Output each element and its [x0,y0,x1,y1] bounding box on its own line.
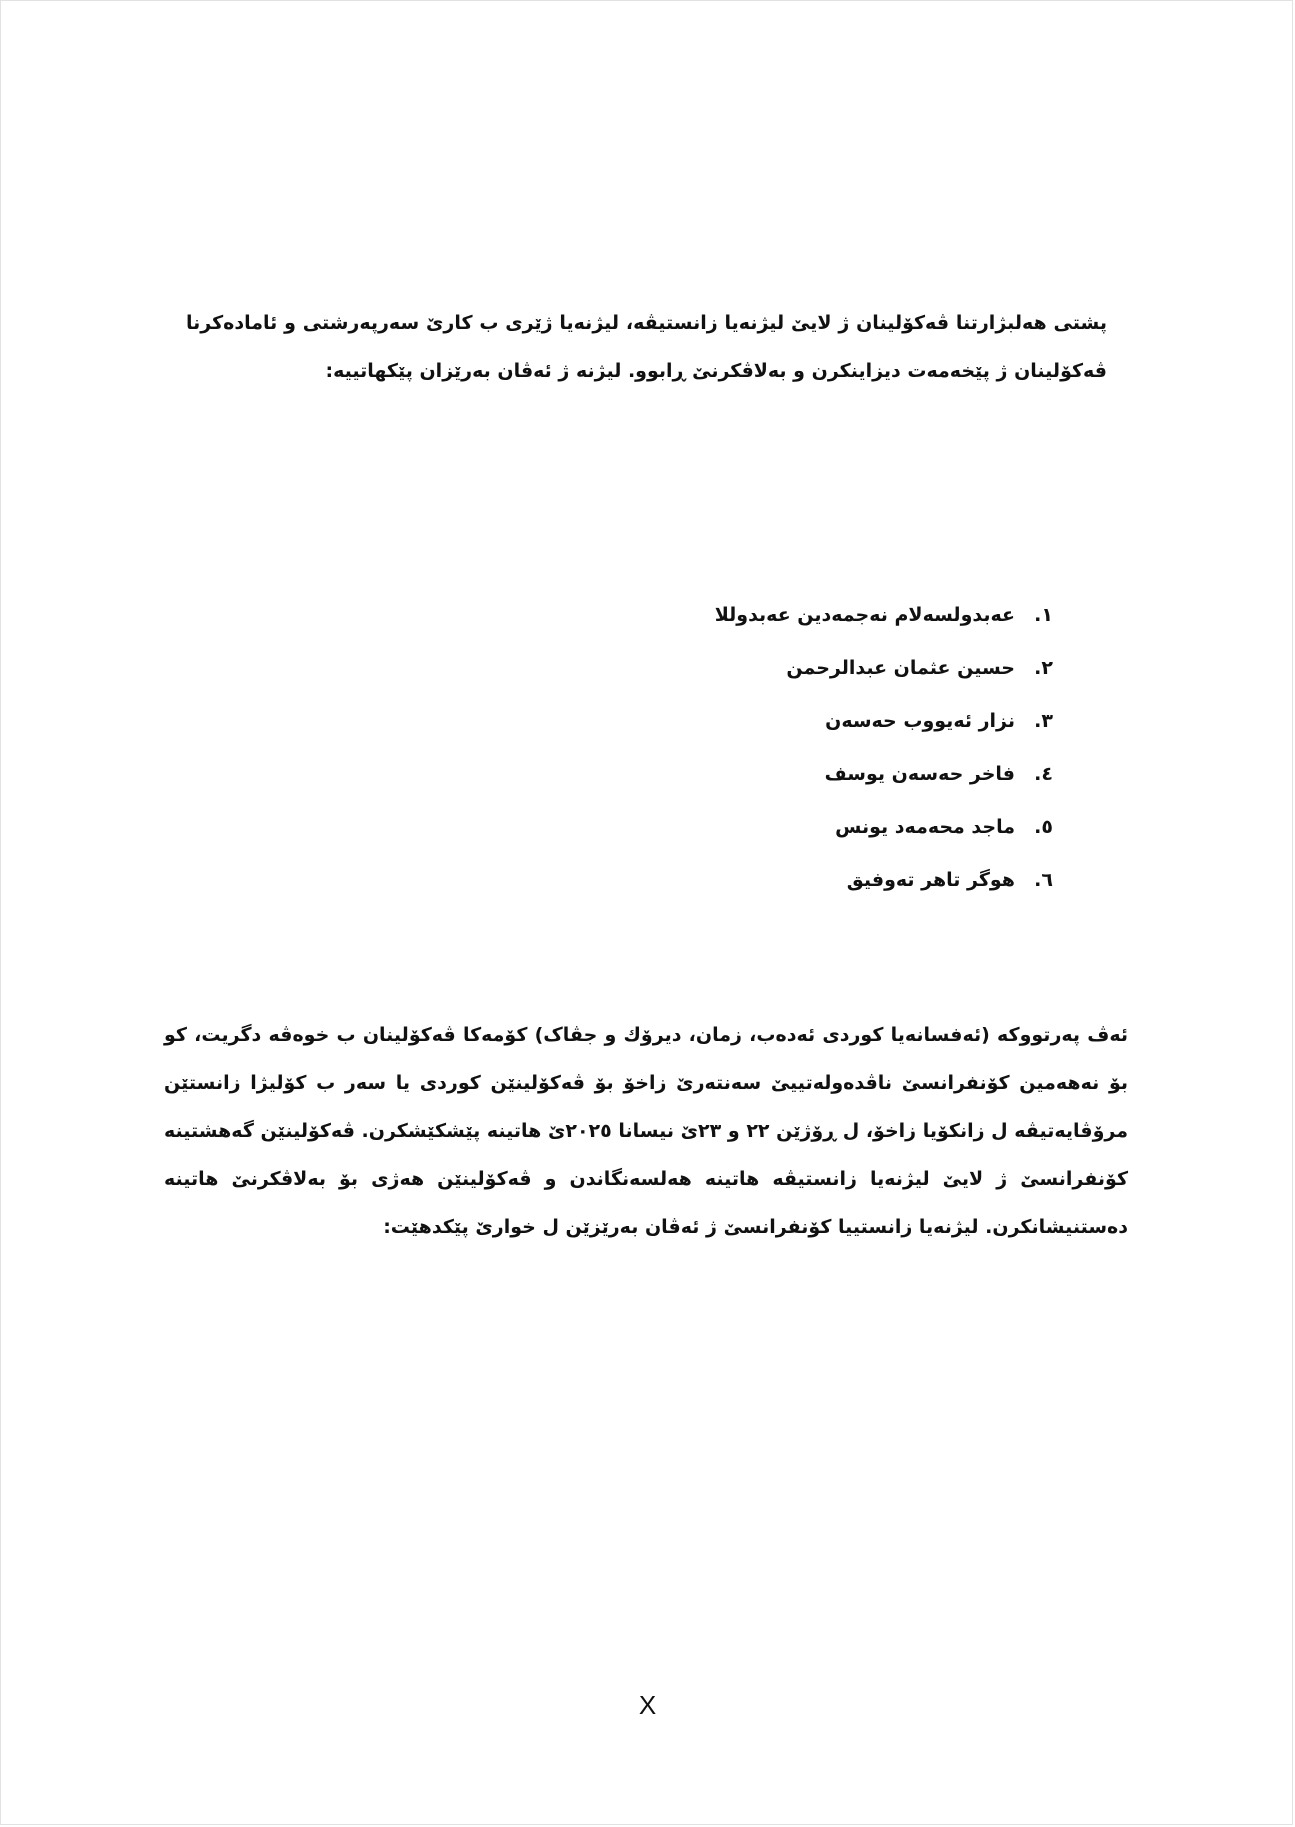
list-item [553,641,1053,694]
list-item-number: ٣. [1034,709,1053,732]
list-item-name: ماجد محەمەد یونس [835,815,1015,838]
list-item-number: ٦. [1034,868,1053,891]
committee-member-list [553,588,1053,906]
list-item-number: ٢. [1034,656,1053,679]
list-item-name: عەبدولسەلام نەجمەدین عەبدوللا [714,603,1015,626]
list-item [553,588,1053,641]
list-item-name: نزار ئەیووب حەسەن [825,709,1015,732]
list-item-name: فاخر حەسەن یوسف [824,762,1015,785]
list-item-number: ١. [1034,603,1053,626]
list-item-name: حسین عثمان عبدالرحمن [786,656,1015,679]
page-number: X [638,1690,657,1720]
list-item [553,694,1053,747]
list-item [553,853,1053,906]
list-item [553,800,1053,853]
intro-paragraph: پشتی هەلبژارتنا ڤەکۆلینان ژ لایێ لیژنەیا زانستیڤە، لیژنەیا ژێری ب کارێ سەرپەرشتی و ئامادەکرنا ڤەکۆلینان ژ پێخەمەت دیزاینکرن و بەلاڤکرنێ ڕابوو. لیژنە ژ ئەڤان بەرێزان پێکهاتییە: [186,312,1107,382]
list-item-name: هوگر تاهر تەوفیق [846,868,1015,891]
list-item-number: ٥. [1034,815,1053,838]
list-item-number: ٤. [1034,762,1053,785]
book-description-paragraph: ئەڤ پەرتووکە (ئەفسانەیا کوردی ئەدەب، زمان، دیرۆك و جڤاک) کۆمەکا ڤەکۆلینان ب خوەڤە دگریت، کو بۆ نەهەمین کۆنفرانسێ ناڤدەولەتییێ سەنتەرێ زاخۆ بۆ ڤەکۆلینێن کوردی یا سەر ب کۆلیژا زانستێن مرۆڤایەتیڤە ل زانکۆیا زاخۆ، ل ڕۆژێن ٢٢ و ٢٣ێ نیسانا ٢٠٢٥ێ هاتینە پێشکێشکرن. ڤەکۆلینێن گەهشتینە کۆنفرانسێ ژ لایێ لیژنەیا زانستیڤە هاتینە هەلسەنگاندن و ڤەکۆلینێن هەژی بۆ بەلاڤکرنێ هاتینە دەستنیشانکرن. لیژنەیا زانستییا کۆنفرانسێ ژ ئەڤان بەرێزێن ل خوارێ پێکدهێت: [164,1024,1128,1238]
list-item [553,747,1053,800]
